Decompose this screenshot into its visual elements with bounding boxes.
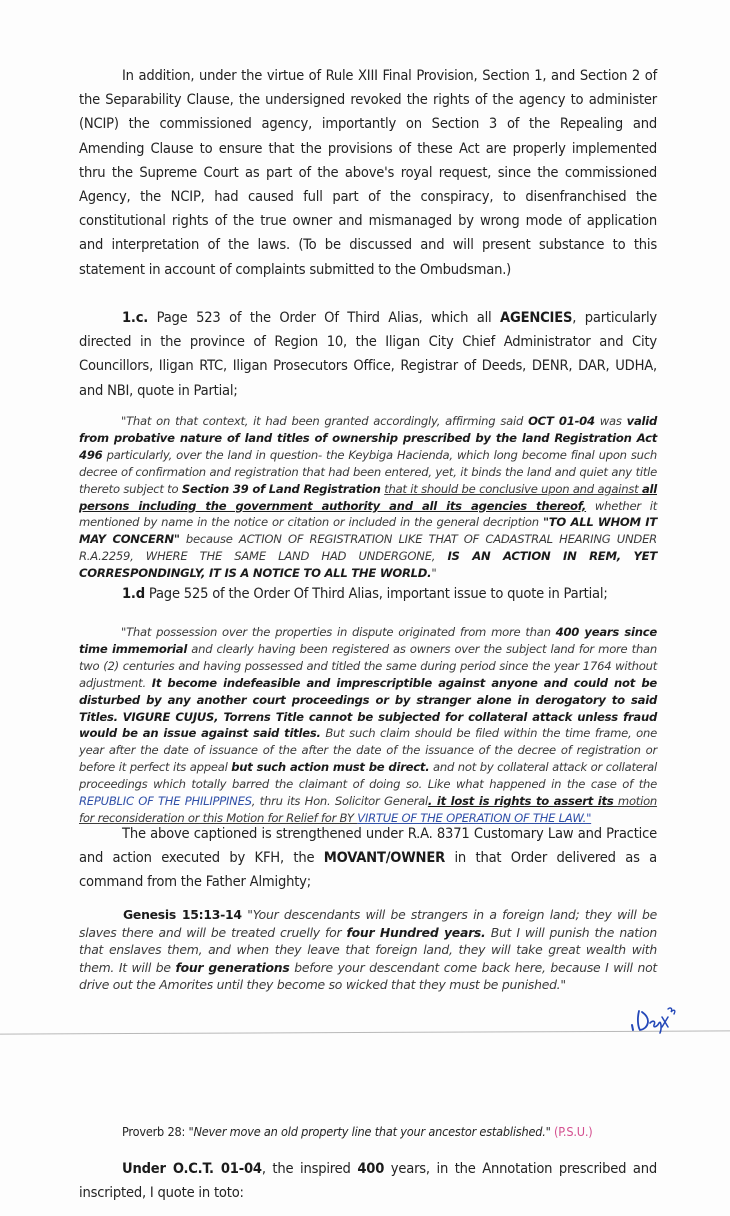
republic-reference: REPUBLIC OF THE PHILIPPINES xyxy=(79,794,252,809)
quote-page-525 xyxy=(79,624,657,827)
section-1d xyxy=(79,582,657,606)
paragraph-text: in that Order delivered as a command from the Father Almighty; xyxy=(79,849,658,891)
page-break-divider xyxy=(0,1030,730,1034)
quote-bold: Section 39 of Land Registration xyxy=(181,481,381,496)
section-text: , particularly directed in the province of Region 10, the Iligan City Chief Administrator and City Councillors, Iligan RTC, Iligan Prosecutors Office, Registrar of Deeds, DENR, DAR, UDHA, and NBI, quote in Partial; xyxy=(79,309,658,399)
quote-bold: VIGURE CUJUS, Torrens Title cannot be subjected for collateral attack unless fraud would be an issue against said titles. xyxy=(79,709,657,741)
quote-bold: valid from probative nature of land titles of ownership prescribed by the land Registration Act 496 xyxy=(79,414,658,462)
section-text: Page 525 of the Order Of Third Alias, important issue to quote in Partial; xyxy=(144,585,608,602)
quote-text: "That possession over the properties in dispute originated from more than xyxy=(121,625,556,639)
operation-of-law-reference: VIRTUE OF THE OPERATION OF THE LAW." xyxy=(357,810,592,825)
paragraph-text: years, in the Annotation prescribed and inscripted, I quote in toto: xyxy=(79,1160,657,1202)
quote-page-523 xyxy=(79,413,657,582)
quote-underlined: that it should be conclusive upon and against xyxy=(384,481,642,496)
section-number: 1.d xyxy=(122,585,145,602)
agencies-term: AGENCIES xyxy=(500,309,573,326)
quote-bold: IS AN ACTION IN REM, YET CORRESPONDINGLY, IT IS A NOTICE TO ALL THE WORLD. xyxy=(79,549,657,581)
quote-underlined-bold: . it lost is rights to assert its xyxy=(427,794,614,809)
quote-text: and clearly having been registered as owners over the subject land for more than two (2) centuries and having possessed and titled the same during period since the year 1764 without adjustment. xyxy=(79,641,657,690)
quote-text: " xyxy=(431,566,437,581)
quote-text: But such claim should be filed within the time frame, one year after the date of issuance of the after the date of the issuance of the decree of registration or before it perfect its appeal xyxy=(79,726,657,775)
quote-bold: It become indefeasible and imprescriptible against anyone and could not be disturbed by any another court proceedings or by stranger alone in derogatory to said Titles. xyxy=(79,675,657,724)
quote-underlined: motion for reconsideration or this Motion for Relief for BY xyxy=(79,794,658,825)
paragraph-text: The above captioned is strengthened under R.A. 8371 Customary Law and Practice and action executed by KFH, the xyxy=(79,825,657,867)
quote-text: , thru its Hon. Solicitor General xyxy=(251,794,428,809)
quote-underlined-bold: all persons including the government authority and all its agencies thereof, xyxy=(79,481,657,513)
section-1c xyxy=(79,306,657,403)
quote-text: and not by collateral attack or collateral proceedings which totally barred the claimant of doing so. Like what happened in the case of the xyxy=(79,760,657,792)
oct-reference: Under O.C.T. 01-04 xyxy=(122,1160,262,1177)
movant-owner-term: MOVANT/OWNER xyxy=(323,849,446,867)
quote-text: But I will punish the nation that enslaves them, and when they leave that foreign land, they will take great wealth with them. It will be xyxy=(79,924,658,975)
paragraph-oct-annotation xyxy=(79,1157,657,1205)
quote-text: "That on that context, it had been granted accordingly, affirming said xyxy=(121,414,529,428)
quote-bold: but such action must be direct. xyxy=(231,760,430,775)
quote-bold: four Hundred years. xyxy=(346,924,486,940)
quote-bold: 400 years since time immemorial xyxy=(79,625,657,656)
paragraph-separability xyxy=(79,64,657,282)
years-number: 400 xyxy=(357,1160,385,1177)
quote-bold: "TO ALL WHOM IT MAY CONCERN" xyxy=(79,515,657,547)
psu-tag: (P.S.U.) xyxy=(554,1124,593,1139)
scripture-reference: Genesis 15:13-14 xyxy=(123,907,242,922)
quote-text: because ACTION OF REGISTRATION LIKE THAT OF CADASTRAL HEARING UNDER R.A.2259, WHERE THE SAME LAND HAD UNDERGONE, xyxy=(79,532,657,564)
section-number: 1.c. xyxy=(122,309,149,326)
paragraph-text: In addition, under the virtue of Rule XIII Final Provision, Section 1, and Section 2 of the Separability Clause, the undersigned revoked the rights of the agency to administer (NCIP) the commissioned agency, importantly on Section 3 of the Repealing and Amending Clause to ensure that the provisions of these Act are properly implemented thru the Supreme Court as part of the above's royal request, since the commissioned Agency, the NCIP, had caused full part of the conspiracy, to disenfranchised the constitutional rights of the true owner and mismanaged by wrong mode of application and interpretation of the laws. (To be discussed and will present substance to this statement in account of complaints submitted to the Ombudsman.) xyxy=(79,67,657,278)
quote-text: before your descendant come back here, because I will not drive out the Amorites until they become so wicked that they must be punished." xyxy=(79,959,658,992)
paragraph-captioned xyxy=(79,822,657,895)
quote-text: "Your descendants will be strangers in a foreign land; they will be slaves there and will be treated cruelly for xyxy=(79,907,658,940)
oct-reference: OCT 01-04 xyxy=(528,414,595,428)
quote-bold: four generations xyxy=(175,959,290,975)
section-text: Page 523 of the Order Of Third Alias, which all xyxy=(148,309,501,326)
quote-text: particularly, over the land in question- the Keybiga Hacienda, which long become final upon such decree of confirmation and registration that had been entered, yet, it binds the land and quiet any title thereto subject to xyxy=(79,447,657,496)
genesis-quote xyxy=(79,906,657,994)
handwritten-initials-icon xyxy=(628,1003,678,1037)
paragraph-text: , the inspired xyxy=(261,1160,358,1177)
quote-text: whether it mentioned by name in the notice or citation or included in the general decription xyxy=(79,498,657,530)
quote-text: was xyxy=(594,414,627,428)
scripture-reference: Proverb 28: xyxy=(122,1124,189,1139)
proverb-quote: "Never move an old property line that your ancestor established." xyxy=(188,1124,551,1139)
proverb-line xyxy=(122,1122,682,1142)
